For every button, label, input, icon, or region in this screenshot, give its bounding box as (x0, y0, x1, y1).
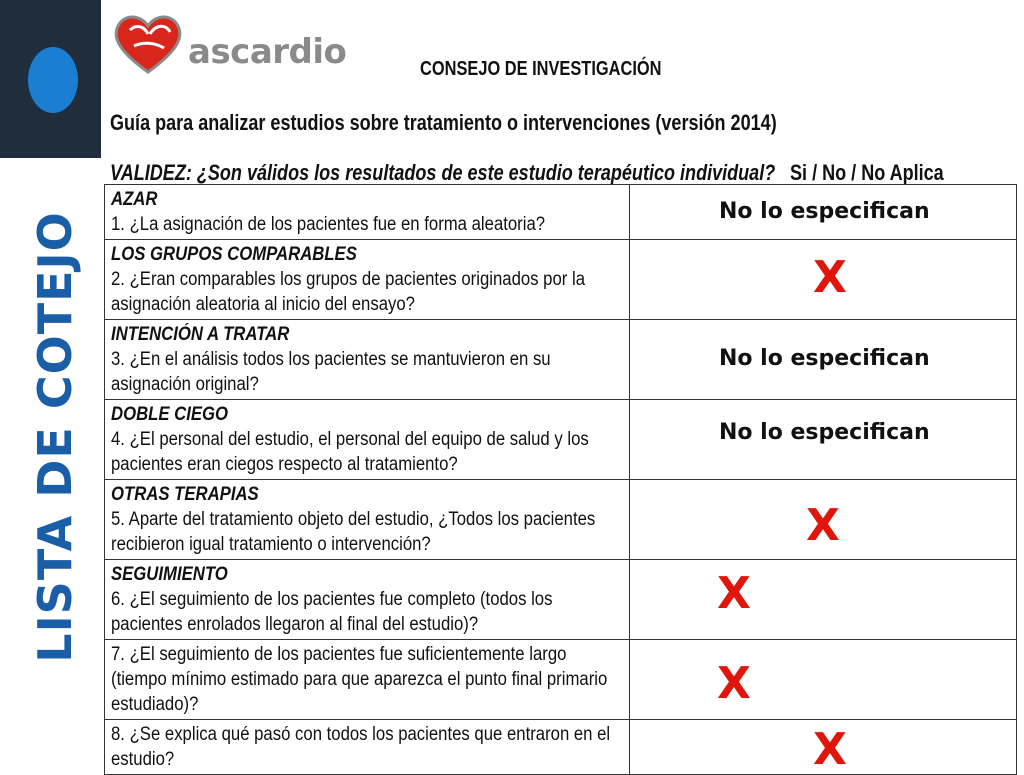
heart-logo-icon (110, 8, 186, 78)
question-cell (105, 320, 630, 400)
table-row (105, 320, 1017, 400)
answer-text: No lo especifican (719, 420, 930, 445)
row-heading: AZAR (111, 189, 158, 210)
table-row (105, 720, 1017, 775)
table-row (105, 480, 1017, 560)
answer-x-mark: X (717, 658, 751, 709)
answer-cell (630, 320, 1017, 400)
council-title: CONSEJO DE INVESTIGACIÓN (420, 58, 662, 80)
blue-oval-decoration (28, 47, 78, 113)
question-cell (105, 480, 630, 560)
table-row (105, 185, 1017, 240)
brand-name: ascardio (188, 32, 347, 72)
validity-question (110, 160, 944, 186)
question-cell (105, 240, 630, 320)
answer-cell (630, 560, 1017, 640)
row-heading: SEGUIMIENTO (111, 564, 228, 585)
answer-text: No lo especifican (719, 346, 930, 371)
answer-cell (630, 185, 1017, 240)
question-cell (105, 640, 630, 720)
row-heading: LOS GRUPOS COMPARABLES (111, 244, 357, 265)
row-heading: INTENCIÓN A TRATAR (111, 324, 290, 345)
table-row (105, 640, 1017, 720)
validity-question-text: VALIDEZ: ¿Son válidos los resultados de este estudio terapéutico individual? (110, 160, 776, 185)
row-question: 3. ¿En el análisis todos los pacientes se mantuvieron en su asignación original? (111, 349, 551, 395)
answer-cell (630, 480, 1017, 560)
answer-cell (630, 640, 1017, 720)
answer-cell (630, 720, 1017, 775)
answer-x-mark: X (806, 500, 840, 551)
answer-cell (630, 400, 1017, 480)
row-heading: DOBLE CIEGO (111, 404, 229, 425)
question-cell (105, 400, 630, 480)
sidebar-header-block (0, 0, 101, 158)
row-question: 1. ¿La asignación de los pacientes fue en forma aleatoria? (111, 214, 546, 235)
question-cell (105, 720, 630, 775)
row-question: 4. ¿El personal del estudio, el personal del equipo de salud y los pacientes eran ciegos respecto al tratamiento? (111, 429, 589, 475)
row-question: 7. ¿El seguimiento de los pacientes fue suficientemente largo (tiempo mínimo estimado para que aparezca el punto final primario estudiado)? (111, 644, 608, 715)
row-question: 5. Aparte del tratamiento objeto del estudio, ¿Todos los pacientes recibieron igual tratamiento o intervención? (111, 509, 596, 555)
row-question: 6. ¿El seguimiento de los pacientes fue completo (todos los pacientes enrolados llegaron al final del estudio)? (111, 589, 553, 635)
table-row (105, 560, 1017, 640)
answer-cell (630, 240, 1017, 320)
validity-options: Si / No / No Aplica (790, 160, 944, 185)
row-question: 8. ¿Se explica qué pasó con todos los pacientes que entraron en el estudio? (111, 724, 611, 770)
ascardio-logo (110, 8, 347, 78)
answer-x-mark: X (813, 724, 847, 775)
vertical-title: LISTA DE COTEJO (28, 211, 82, 663)
row-heading: OTRAS TERAPIAS (111, 484, 259, 505)
table-row (105, 400, 1017, 480)
table-row (105, 240, 1017, 320)
answer-x-mark: X (717, 568, 751, 619)
answer-text: No lo especifican (719, 199, 930, 224)
row-question: 2. ¿Eran comparables los grupos de pacientes originados por la asignación aleatoria al inicio del ensayo? (111, 269, 586, 315)
answer-x-mark: X (813, 252, 847, 303)
guide-title: Guía para analizar estudios sobre tratamiento o intervenciones (versión 2014) (110, 110, 777, 135)
question-cell (105, 185, 630, 240)
checklist-table (104, 184, 1017, 775)
question-cell (105, 560, 630, 640)
